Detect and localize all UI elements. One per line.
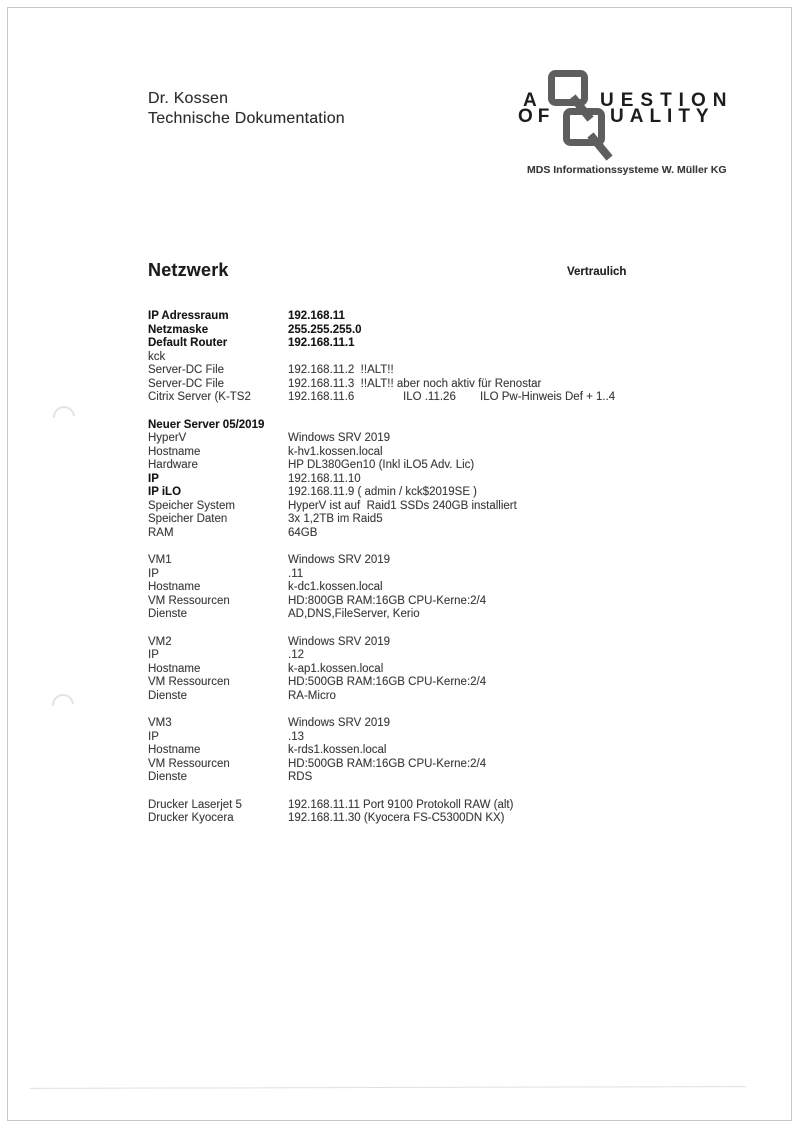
table-row [148, 513, 748, 527]
table-row [148, 310, 748, 324]
row-value: Windows SRV 2019 [288, 432, 391, 444]
table-row [148, 758, 748, 772]
table-row [148, 391, 748, 405]
row-extra-col: ILO Pw-Hinweis Def + 1..4 [480, 391, 616, 403]
row-label: Citrix Server (K-TS2 [148, 391, 251, 403]
row-label: Netzmaske [148, 323, 209, 336]
page-title: Netzwerk [148, 260, 229, 280]
section-neuer-server [148, 419, 748, 541]
row-label: Drucker Laserjet 5 [148, 798, 242, 811]
row-value: 64GB [288, 526, 318, 539]
row-label: Dienste [148, 608, 187, 620]
row-value: 192.168.11.11 Port 9100 Protokoll RAW (alt) [288, 798, 514, 811]
section-vm2 [148, 636, 748, 704]
row-label: HyperV [148, 432, 187, 444]
row-value: HD:800GB RAM:16GB CPU-Kerne:2/4 [288, 594, 487, 607]
row-value: RA-Micro [288, 689, 336, 702]
row-value: .12 [288, 649, 304, 661]
row-label: IP Adressraum [148, 310, 229, 322]
table-row [148, 595, 748, 609]
row-value: 192.168.11 [288, 310, 345, 322]
logo-word1-prefix: A [523, 90, 537, 111]
row-value: Windows SRV 2019 [288, 554, 391, 566]
table-row [148, 581, 748, 595]
row-value: k-dc1.kossen.local [288, 581, 383, 593]
row-label: Hardware [148, 459, 198, 471]
table-row [148, 690, 748, 704]
row-value: Windows SRV 2019 [288, 717, 391, 729]
row-value: k-hv1.kossen.local [288, 445, 383, 458]
table-row [148, 432, 748, 446]
row-label: VM1 [148, 554, 172, 566]
table-row [148, 568, 748, 582]
row-label: VM Ressourcen [148, 676, 230, 688]
row-value: HD:500GB RAM:16GB CPU-Kerne:2/4 [288, 676, 487, 688]
row-value: HD:500GB RAM:16GB CPU-Kerne:2/4 [288, 757, 487, 770]
row-label: IP [148, 567, 159, 580]
table-row [148, 649, 748, 663]
sender-name: Dr. Kossen [148, 90, 229, 107]
row-value: 192.168.11.30 (Kyocera FS-C5300DN KX) [288, 812, 505, 824]
row-label: VM Ressourcen [148, 757, 230, 770]
row-label: Server-DC File [148, 377, 225, 390]
table-row [148, 731, 748, 745]
row-label: Speicher System [148, 499, 235, 512]
row-value: 192.168.11.6 [288, 391, 355, 403]
row-label: IP [148, 472, 159, 485]
row-label: IP [148, 730, 159, 743]
row-value: HyperV ist auf Raid1 SSDs 240GB installiert [288, 499, 517, 512]
row-value: 3x 1,2TB im Raid5 [288, 513, 383, 525]
row-value: .11 [288, 567, 304, 580]
confidential-label: Vertraulich [567, 266, 627, 278]
row-value: 255.255.255.0 [288, 323, 362, 336]
row-label: Default Router [148, 337, 228, 349]
table-row [148, 799, 748, 813]
table-row [148, 663, 748, 677]
row-label: Hostname [148, 581, 201, 593]
row-value: 192.168.11.2 !!ALT!! [288, 364, 394, 376]
row-label: Dienste [148, 689, 187, 702]
question-of-quality-logo [513, 62, 748, 167]
table-row [148, 378, 748, 392]
row-label: IP [148, 649, 159, 661]
table-row [148, 527, 748, 541]
section-vm1 [148, 554, 748, 622]
logo-word1-rest: UESTION [600, 90, 734, 111]
row-value: 192.168.11.1 [288, 337, 355, 349]
row-value: .13 [288, 730, 304, 743]
table-row [148, 554, 748, 568]
table-row [148, 608, 748, 622]
row-value: k-ap1.kossen.local [288, 662, 384, 675]
table-row [148, 459, 748, 473]
row-value: 192.168.11.3 !!ALT!! aber noch aktiv für Renostar [288, 377, 542, 390]
row-extra-col: ILO .11.26 [403, 391, 456, 403]
row-label: Server-DC File [148, 364, 225, 376]
row-value: Windows SRV 2019 [288, 635, 391, 648]
table-row [148, 500, 748, 514]
table-row [148, 812, 748, 826]
network-sections [148, 310, 748, 840]
row-label: kck [148, 350, 166, 363]
section-drucker [148, 799, 748, 826]
table-row [148, 676, 748, 690]
row-label: Hostname [148, 662, 201, 675]
row-value: AD,DNS,FileServer, Kerio [288, 608, 420, 620]
table-row [148, 486, 748, 500]
table-row [148, 473, 748, 487]
row-value: 192.168.11.9 ( admin / kck$2019SE ) [288, 486, 478, 498]
logo-word2-prefix: OF [518, 106, 555, 127]
row-label: Speicher Daten [148, 513, 228, 525]
table-row [148, 717, 748, 731]
table-row [148, 324, 748, 338]
row-label: RAM [148, 526, 174, 539]
row-label: VM Ressourcen [148, 594, 230, 607]
row-label: Dienste [148, 771, 187, 783]
table-row [148, 419, 748, 433]
row-label: Neuer Server 05/2019 [148, 418, 265, 431]
sender-block [148, 89, 345, 129]
table-row [148, 364, 748, 378]
table-row [148, 744, 748, 758]
row-value: RDS [288, 771, 313, 783]
row-label: Hostname [148, 445, 201, 458]
table-row [148, 771, 748, 785]
section-vm3 [148, 717, 748, 785]
company-name: MDS Informationssysteme W. Müller KG [527, 164, 727, 176]
row-label: Hostname [148, 744, 201, 756]
table-row [148, 446, 748, 460]
row-value: HP DL380Gen10 (Inkl iLO5 Adv. Lic) [288, 459, 475, 471]
table-row [148, 337, 748, 351]
table-row [148, 636, 748, 650]
table-row [148, 351, 748, 365]
section-netz-allgemein [148, 310, 748, 405]
row-label: Drucker Kyocera [148, 812, 234, 824]
row-value: 192.168.11.10 [288, 472, 361, 485]
sender-subtitle: Technische Dokumentation [148, 110, 345, 127]
row-value: k-rds1.kossen.local [288, 744, 387, 756]
row-label: VM3 [148, 717, 172, 729]
row-label: VM2 [148, 635, 172, 648]
row-label: IP iLO [148, 486, 182, 498]
logo-word2-rest: UALITY [610, 106, 715, 127]
